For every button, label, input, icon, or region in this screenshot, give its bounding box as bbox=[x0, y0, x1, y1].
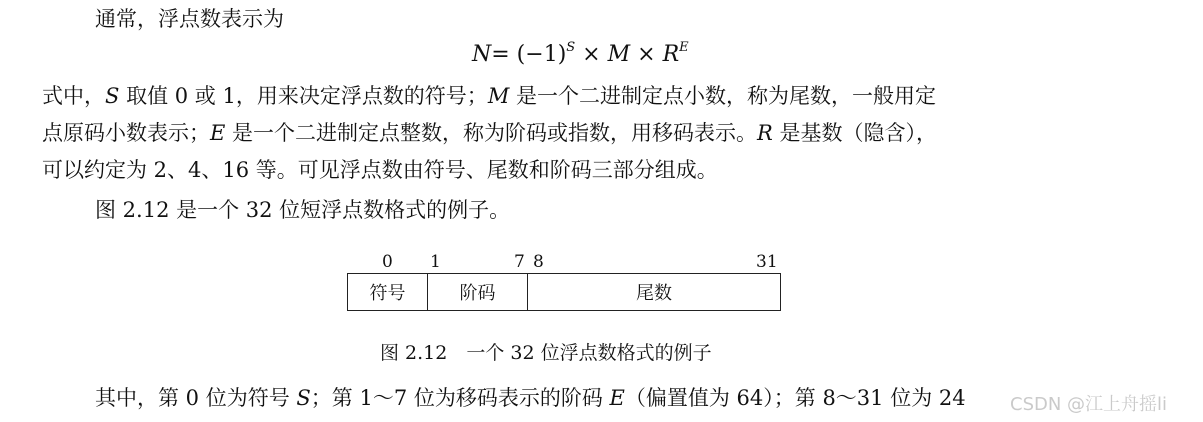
para1-m: M bbox=[487, 84, 510, 108]
paragraph-line-3 bbox=[42, 155, 718, 185]
intro-line bbox=[95, 4, 284, 34]
formula-s-exp: S bbox=[566, 40, 576, 55]
bit-label-8: 8 bbox=[533, 252, 544, 272]
bottom-b: ；第 1～7 位为移码表示的阶码 bbox=[310, 386, 610, 410]
bit-label-7: 7 bbox=[514, 252, 525, 272]
para3-text: 可以约定为 2、4、16 等。可见浮点数由符号、尾数和阶码三部分组成。 bbox=[42, 158, 718, 182]
para2-a: 点原码小数表示； bbox=[42, 121, 210, 145]
bottom-s: S bbox=[296, 386, 311, 410]
formula-times-1: × bbox=[575, 42, 608, 67]
para1-s: S bbox=[105, 84, 120, 108]
para2-r: R bbox=[757, 121, 773, 145]
float-formula bbox=[472, 40, 689, 67]
float-format-table bbox=[347, 273, 781, 311]
para2-b: 是一个二进制定点整数，称为阶码或指数，用移码表示。 bbox=[225, 121, 758, 145]
formula-m: M bbox=[607, 42, 631, 67]
paragraph-line-2 bbox=[42, 118, 937, 148]
figure-caption: 图 2.12 一个 32 位浮点数格式的例子 bbox=[380, 342, 712, 364]
bottom-e: E bbox=[609, 386, 625, 410]
para1-b: 取值 0 或 1，用来决定浮点数的符号； bbox=[119, 84, 488, 108]
bit-label-1: 1 bbox=[430, 252, 441, 272]
para1-a: 式中， bbox=[42, 84, 105, 108]
bottom-a: 其中，第 0 位为符号 bbox=[95, 386, 297, 410]
para4-text: 图 2.12 是一个 32 位短浮点数格式的例子。 bbox=[95, 198, 511, 222]
bottom-c: （偏置值为 64）；第 8～31 位为 24 bbox=[624, 386, 966, 410]
bit-label-31: 31 bbox=[756, 252, 778, 272]
intro-text: 通常，浮点数表示为 bbox=[95, 7, 284, 31]
watermark: CSDN @江上舟摇li bbox=[1010, 394, 1168, 415]
formula-n: N bbox=[472, 42, 492, 67]
formula-eq: = (−1) bbox=[491, 42, 567, 67]
formula-e-exp: E bbox=[679, 40, 689, 55]
bit-label-0: 0 bbox=[382, 252, 393, 272]
paragraph-line-1 bbox=[42, 81, 936, 111]
sign-cell: 符号 bbox=[348, 274, 428, 310]
bottom-line bbox=[95, 383, 966, 413]
exponent-cell: 阶码 bbox=[428, 274, 528, 310]
para2-c: 是基数（隐含）， bbox=[772, 121, 938, 145]
formula-r: R bbox=[662, 42, 680, 67]
formula-times-2: × bbox=[630, 42, 663, 67]
paragraph-line-4 bbox=[95, 195, 510, 225]
mantissa-cell: 尾数 bbox=[636, 283, 672, 304]
para1-c: 是一个二进制定点小数，称为尾数，一般用定 bbox=[509, 84, 937, 108]
para2-e: E bbox=[210, 121, 226, 145]
